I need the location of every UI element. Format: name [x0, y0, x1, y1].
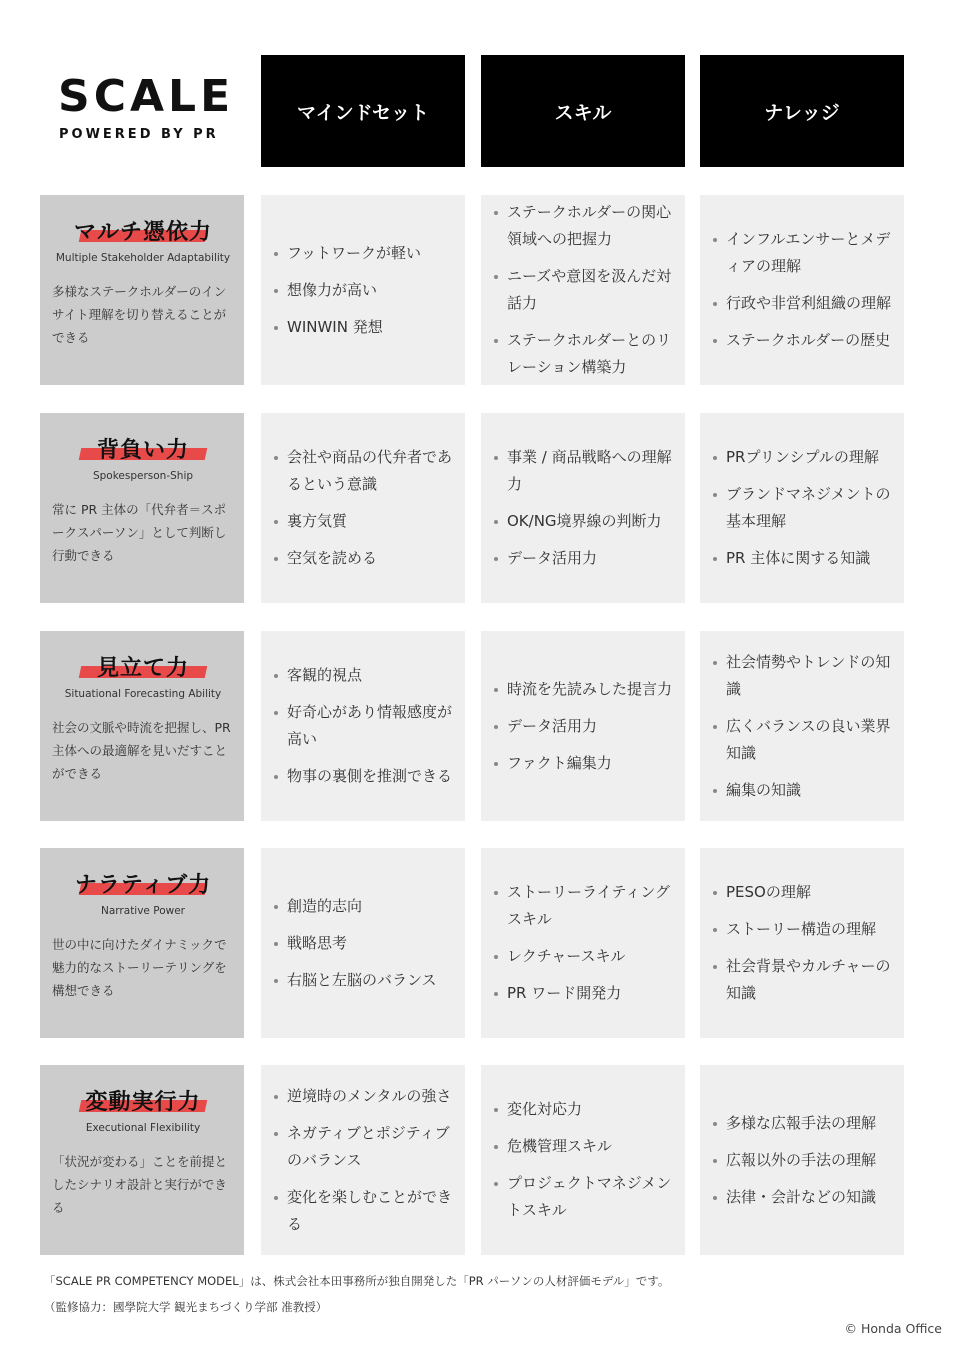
- list-item: WINWIN 発想: [287, 314, 457, 341]
- competency-subtitle: Situational Forecasting Ability: [64, 688, 222, 700]
- list-item: 戦略思考: [287, 930, 457, 957]
- competency-title-text: 変動実行力: [85, 1090, 201, 1115]
- list-item: 行政や非営利組織の理解: [726, 290, 896, 317]
- list-item: 危機管理スキル: [507, 1133, 677, 1160]
- list-item: 変化対応力: [507, 1096, 677, 1123]
- knowledge-cell: [700, 413, 904, 603]
- list-item: ステークホルダーの関心領域への把握力: [507, 199, 677, 253]
- skill-list: [481, 195, 685, 385]
- list-item: 好奇心があり情報感度が高い: [287, 699, 457, 753]
- list-item: ステークホルダーの歴史: [726, 327, 896, 354]
- competency-title: [52, 651, 234, 682]
- competency-title-text: 背負い力: [96, 438, 189, 463]
- list-item: 広報以外の手法の理解: [726, 1147, 896, 1174]
- list-item: 裏方気質: [287, 508, 457, 535]
- competency-cell: [40, 1065, 244, 1255]
- list-item: 広くバランスの良い業界知識: [726, 713, 896, 767]
- competency-description: 多様なステークホルダーのインサイト理解を切り替えることができる: [52, 284, 227, 345]
- list-item: 右脳と左脳のバランス: [287, 967, 457, 994]
- copyright: © Honda Office: [844, 1321, 942, 1336]
- list-item: インフルエンサーとメディアの理解: [726, 226, 896, 280]
- mindset-cell: [261, 631, 465, 821]
- competency-title: [52, 215, 234, 246]
- competency-description: 社会の文脈や時流を把握し、PR 主体への最適解を見いだすことができる: [52, 720, 231, 781]
- list-item: 事業 / 商品戦略への理解力: [507, 444, 677, 498]
- mindset-list: [261, 631, 465, 821]
- knowledge-cell: [700, 631, 904, 821]
- knowledge-list: [700, 195, 904, 385]
- competency-cell: [40, 195, 244, 385]
- skill-cell: [481, 631, 685, 821]
- list-item: 社会背景やカルチャーの知識: [726, 953, 896, 1007]
- list-item: ニーズや意図を汲んだ対話力: [507, 263, 677, 317]
- competency-description: 常に PR 主体の「代弁者＝スポークスパーソン」として判断し行動できる: [52, 502, 227, 563]
- logo-tagline: POWERED BY PR: [59, 127, 219, 142]
- knowledge-cell: [700, 1065, 904, 1255]
- list-item: 変化を楽しむことができる: [287, 1184, 457, 1238]
- skill-cell: [481, 848, 685, 1038]
- competency-title: [52, 868, 234, 899]
- competency-subtitle: Executional Flexibility: [85, 1122, 201, 1134]
- competency-subtitle: Narrative Power: [101, 905, 185, 917]
- list-item: レクチャースキル: [507, 943, 677, 970]
- list-item: データ活用力: [507, 545, 677, 572]
- skill-list: [481, 1065, 685, 1255]
- list-item: 会社や商品の代弁者であるという意識: [287, 444, 457, 498]
- competency-cell: [40, 848, 244, 1038]
- list-item: ストーリー構造の理解: [726, 916, 896, 943]
- knowledge-list: [700, 631, 904, 821]
- competency-subtitle: Spokesperson-Ship: [92, 470, 194, 482]
- footnote-model: 「SCALE PR COMPETENCY MODEL」は、株式会社本田事務所が独自開発した「PR パーソンの人材評価モデル」です。: [44, 1274, 670, 1288]
- list-item: 想像力が高い: [287, 277, 457, 304]
- knowledge-cell: [700, 848, 904, 1038]
- list-item: PR 主体に関する知識: [726, 545, 896, 572]
- mindset-cell: [261, 195, 465, 385]
- mindset-list: [261, 1065, 465, 1255]
- logo-wordmark: SCALE: [58, 71, 235, 122]
- list-item: 多様な広報手法の理解: [726, 1110, 896, 1137]
- list-item: プロジェクトマネジメントスキル: [507, 1170, 677, 1224]
- competency-title-text: 見立て力: [96, 656, 189, 681]
- list-item: 空気を読める: [287, 545, 457, 572]
- header-knowledge: ナレッジ: [700, 55, 904, 167]
- skill-list: [481, 413, 685, 603]
- mindset-list: [261, 413, 465, 603]
- header-skill: スキル: [481, 55, 685, 167]
- competency-title-text: マルチ憑依力: [73, 220, 212, 245]
- competency-subtitle: Multiple Stakeholder Adaptability: [55, 252, 231, 264]
- list-item: 物事の裏側を推測できる: [287, 763, 457, 790]
- skill-list: [481, 848, 685, 1038]
- list-item: ステークホルダーとのリレーション構築力: [507, 327, 677, 381]
- list-item: ファクト編集力: [507, 750, 677, 777]
- mindset-list: [261, 848, 465, 1038]
- competency-description: 「状況が変わる」ことを前提としたシナリオ設計と実行ができる: [52, 1154, 228, 1215]
- list-item: 創造的志向: [287, 893, 457, 920]
- skill-cell: [481, 413, 685, 603]
- knowledge-list: [700, 1065, 904, 1255]
- competency-title: [52, 433, 234, 464]
- knowledge-list: [700, 848, 904, 1038]
- competency-title: [52, 1085, 234, 1116]
- list-item: ブランドマネジメントの基本理解: [726, 481, 896, 535]
- mindset-list: [261, 195, 465, 385]
- list-item: ネガティブとポジティブのバランス: [287, 1120, 457, 1174]
- list-item: 法律・会計などの知識: [726, 1184, 896, 1211]
- skill-cell: [481, 1065, 685, 1255]
- scale-logo: [40, 55, 244, 167]
- list-item: 編集の知識: [726, 777, 896, 804]
- competency-cell: [40, 413, 244, 603]
- mindset-cell: [261, 848, 465, 1038]
- list-item: ストーリーライティングスキル: [507, 879, 677, 933]
- list-item: データ活用力: [507, 713, 677, 740]
- list-item: 逆境時のメンタルの強さ: [287, 1083, 457, 1110]
- list-item: 客観的視点: [287, 662, 457, 689]
- list-item: PR ワード開発力: [507, 980, 677, 1007]
- skill-list: [481, 631, 685, 821]
- knowledge-list: [700, 413, 904, 603]
- mindset-cell: [261, 1065, 465, 1255]
- list-item: 時流を先読みした提言力: [507, 676, 677, 703]
- competency-title-text: ナラティブ力: [74, 873, 212, 898]
- competency-description: 世の中に向けたダイナミックで魅力的なストーリーテリングを構想できる: [52, 937, 227, 998]
- list-item: PESOの理解: [726, 879, 896, 906]
- knowledge-cell: [700, 195, 904, 385]
- list-item: OK/NG境界線の判断力: [507, 508, 677, 535]
- list-item: 社会情勢やトレンドの知識: [726, 649, 896, 703]
- list-item: フットワークが軽い: [287, 240, 457, 267]
- mindset-cell: [261, 413, 465, 603]
- competency-cell: [40, 631, 244, 821]
- footnote-supervision: （監修協力：國學院大学 観光まちづくり学部 准教授）: [44, 1300, 328, 1314]
- skill-cell: [481, 195, 685, 385]
- list-item: PRプリンシプルの理解: [726, 444, 896, 471]
- header-mindset: マインドセット: [261, 55, 465, 167]
